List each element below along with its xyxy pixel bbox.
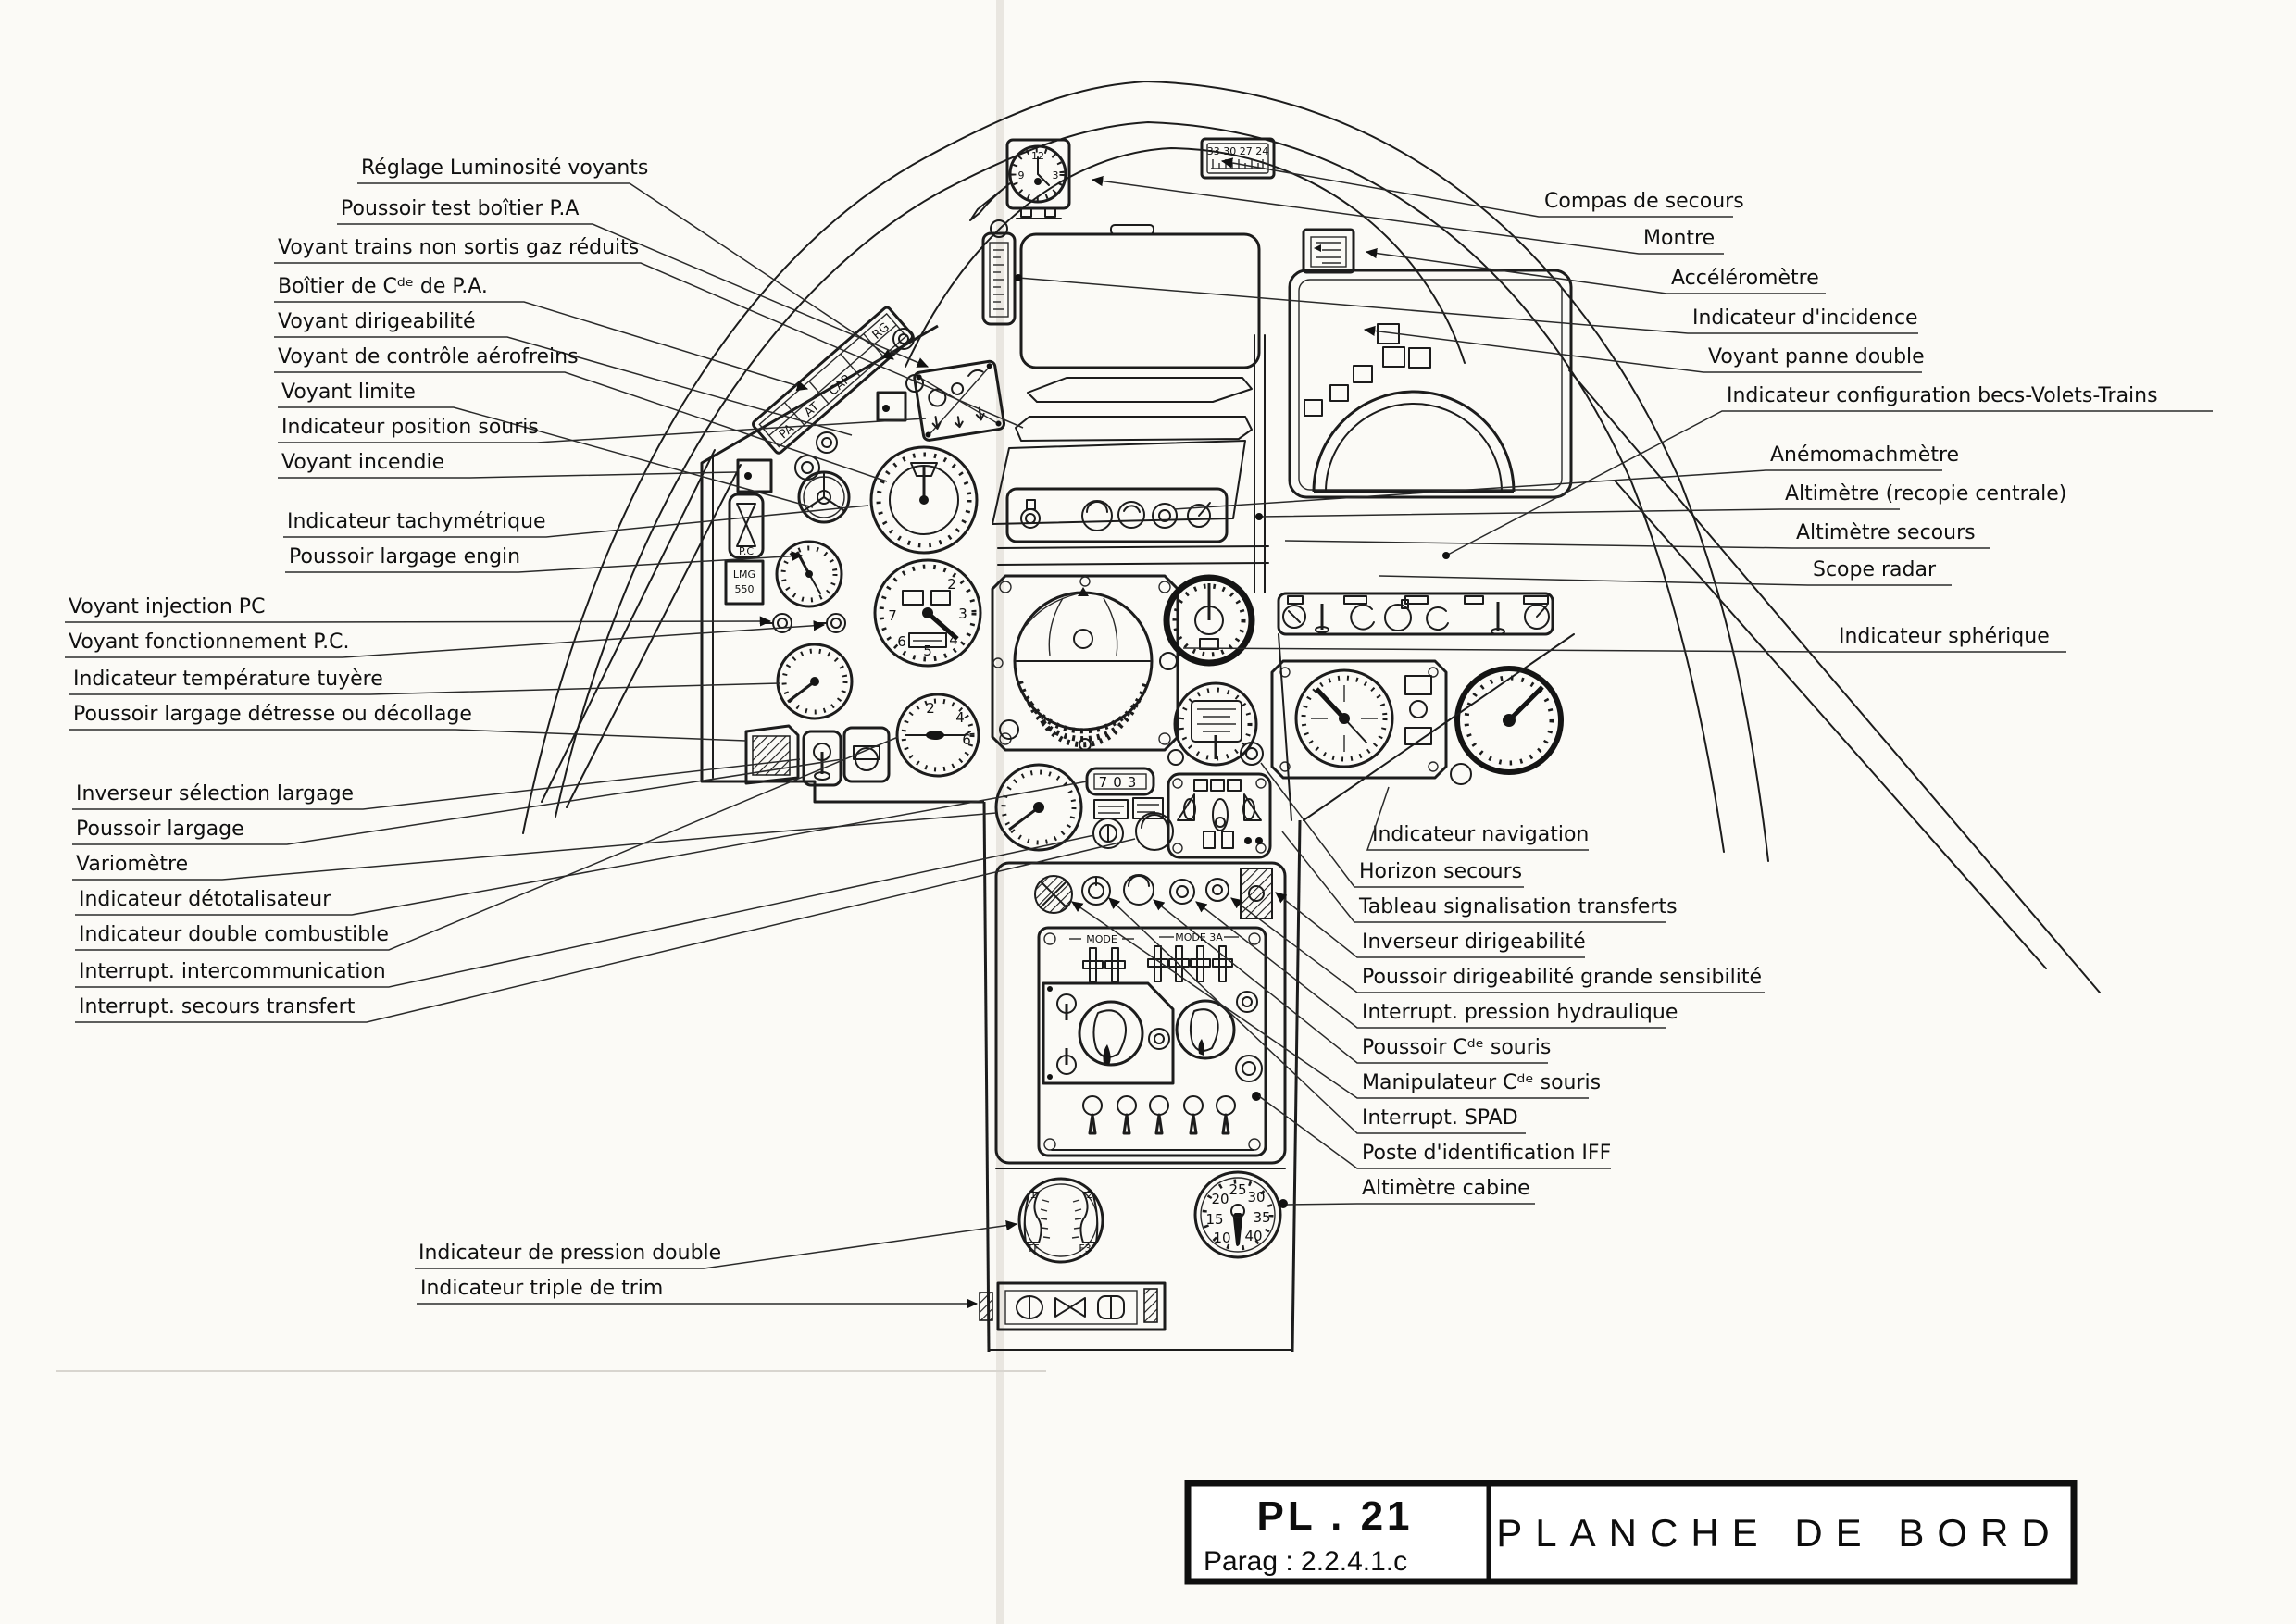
callout-label: Voyant limite — [281, 381, 416, 404]
lmg-line2: 550 — [734, 583, 755, 595]
knob-dome-1 — [1082, 501, 1112, 531]
fuel-6: 6 — [962, 731, 971, 748]
clock-9: 9 — [1017, 169, 1025, 181]
callout-label: Poussoir largage détresse ou décollage — [73, 703, 472, 726]
tach-7: 7 — [888, 607, 897, 624]
tach-4: 4 — [949, 631, 958, 648]
knob-dome-2 — [1153, 504, 1177, 528]
dual-fuel-gauge — [897, 694, 979, 776]
callout-label: Poussoir Cᵈᵉ souris — [1362, 1036, 1552, 1059]
callout-altimetre-recopie — [1255, 482, 2066, 520]
callout-label: Indicateur d'incidence — [1692, 306, 1918, 330]
callout-label: Scope radar — [1813, 558, 1937, 581]
compass-scale: 33 30 27 24 — [1206, 145, 1269, 157]
callout-voyant-fonctionnement-pc — [65, 625, 824, 657]
callout-label: Interrupt. intercommunication — [79, 960, 386, 983]
iff-mode-label: MODE — [1086, 933, 1117, 945]
callout-panne-double — [1365, 330, 1925, 372]
callout-voyant-injection-pc — [65, 595, 770, 622]
clock-3: 3 — [1052, 169, 1059, 181]
accelerometer — [1304, 230, 1354, 272]
callout-label: Indicateur détotalisateur — [79, 888, 331, 911]
cabin-altimeter — [1195, 1172, 1280, 1257]
machmeter — [1160, 578, 1252, 669]
knob-plain — [1118, 502, 1144, 528]
iff-selector-2 — [1177, 1001, 1234, 1058]
callout-indicateur-navigation — [1367, 787, 1589, 850]
small-sector-gauge — [799, 472, 849, 522]
callout-label: Interrupt. SPAD — [1362, 1106, 1518, 1130]
cabin-alt-30: 30 — [1247, 1189, 1266, 1206]
cabin-alt-leader-dot — [1279, 1199, 1288, 1208]
callout-pression-double — [415, 1224, 1017, 1268]
callout-label: Montre — [1643, 227, 1716, 250]
callout-label: Poussoir largage engin — [289, 545, 521, 568]
tach-6: 6 — [897, 633, 906, 650]
callout-voyant-incendie — [278, 451, 736, 478]
callout-largage-detresse — [69, 703, 746, 741]
iff-selector-1 — [1079, 1002, 1142, 1065]
callout-label: Indicateur sphérique — [1839, 625, 2050, 648]
callout-label: Variomètre — [76, 853, 189, 876]
pc-indicator-lights — [765, 614, 845, 632]
dual-pressure-gauge — [1019, 1179, 1103, 1262]
lmg-box — [726, 561, 763, 604]
tach-2: 2 — [947, 576, 956, 593]
tach-5: 5 — [923, 643, 932, 659]
fuel-2: 2 — [926, 700, 935, 717]
callout-indicateur-tachymetrique — [283, 506, 868, 537]
strip-cell-rg: RG — [869, 320, 892, 343]
lmg-line1: LMG — [732, 568, 756, 581]
callout-temperature-tuyere — [69, 668, 780, 694]
tach-3: 3 — [958, 606, 967, 622]
callout-label: Indicateur triple de trim — [420, 1277, 664, 1300]
pressure-tf: TF — [1027, 1243, 1040, 1255]
clock-montre — [970, 140, 1069, 220]
callout-label: Altimètre (recopie centrale) — [1785, 482, 2067, 506]
callout-altimetre-secours — [1285, 521, 1990, 548]
callout-inverseur-selection-largage — [72, 759, 800, 809]
callout-label: Interrupt. secours transfert — [79, 995, 356, 1018]
callout-triple-trim — [417, 1277, 977, 1304]
callout-label: Indicateur position souris — [281, 416, 539, 439]
callout-altimetre-cabine — [1287, 1177, 1535, 1205]
intercom-switches — [1093, 798, 1173, 850]
fuel-counter-dial — [875, 560, 980, 666]
callout-label: Indicateur configuration becs-Volets-Trains — [1727, 384, 2158, 407]
callout-label: Voyant de contrôle aérofreins — [278, 345, 579, 369]
clock-12: 12 — [1031, 150, 1044, 162]
callout-label: Altimètre cabine — [1362, 1177, 1530, 1200]
drawing-title: PLANCHE DE BORD — [1496, 1511, 2063, 1555]
callout-label: Indicateur de pression double — [418, 1242, 722, 1265]
pa-warning-strip — [752, 306, 914, 454]
pressure-f3: F3 — [1079, 1243, 1092, 1255]
counter-value: 703 — [1098, 774, 1142, 791]
paragraph-ref: Parag : 2.2.4.1.c — [1204, 1546, 1408, 1577]
transfer-signal-panel — [1168, 774, 1270, 857]
strip-cell-pa: PA — [776, 421, 797, 443]
cabin-alt-10: 10 — [1213, 1230, 1231, 1246]
callout-label: Voyant injection PC — [69, 595, 266, 618]
callout-label: Poste d'identification IFF — [1362, 1142, 1612, 1165]
callout-label: Boîtier de Cᵈᵉ de P.A. — [278, 275, 488, 298]
callout-label: Compas de secours — [1544, 190, 1744, 213]
callout-label: Indicateur tachymétrique — [287, 510, 546, 533]
callout-label: Poussoir largage — [76, 818, 244, 841]
cabin-alt-25: 25 — [1229, 1181, 1247, 1198]
pressure-2: 2 — [1086, 1189, 1093, 1201]
iff-bottom-toggles — [1083, 1096, 1235, 1133]
knob-lever — [1188, 503, 1210, 527]
callout-label: Indicateur navigation — [1372, 823, 1590, 846]
callout-label: Anémomachmètre — [1770, 443, 1960, 467]
iff-top-toggles — [1083, 946, 1232, 981]
totalizer-counter — [1087, 768, 1154, 794]
cabin-alt-35: 35 — [1253, 1209, 1271, 1226]
jettison-panels — [746, 726, 889, 785]
callout-label: Altimètre secours — [1796, 521, 1976, 544]
variometer — [996, 765, 1081, 850]
plate-number: PL . 21 — [1256, 1493, 1414, 1539]
callout-label: Indicateur double combustible — [79, 923, 389, 946]
callout-label: Tableau signalisation transferts — [1359, 895, 1678, 918]
callout-poussoir-largage-engin — [285, 545, 802, 572]
callout-label: Poussoir dirigeabilité grande sensibilité — [1362, 966, 1762, 989]
nav-secondary-gauge — [1451, 668, 1561, 784]
cabin-alt-20: 20 — [1211, 1191, 1229, 1207]
nozzle-temp-gauge — [778, 644, 852, 718]
tachymeter-dial — [871, 447, 977, 553]
callout-label: Accéléromètre — [1671, 267, 1819, 290]
callout-intercommunication — [75, 835, 1094, 987]
strip-cell-at: AT — [802, 399, 822, 420]
standby-horizon — [1168, 683, 1263, 765]
callout-label: Manipulateur Cᵈᵉ souris — [1362, 1071, 1602, 1094]
callout-label: Voyant panne double — [1708, 345, 1925, 369]
hour-counter-dial — [777, 542, 842, 606]
standby-compass — [1202, 139, 1274, 178]
strip-cell-cap: CAP — [826, 372, 854, 399]
glareshield-slats — [992, 378, 1252, 524]
pc-light-label: P.C — [738, 545, 755, 557]
radio-box — [1021, 225, 1259, 368]
callout-label: Voyant trains non sortis gaz réduits — [278, 236, 640, 259]
cabin-alt-40: 40 — [1244, 1228, 1263, 1244]
center-knob-row — [998, 335, 1268, 593]
sphere-indicator — [992, 576, 1178, 750]
navigation-indicator — [1272, 661, 1446, 778]
console-knob-row — [1035, 868, 1272, 918]
callout-label: Réglage Luminosité voyants — [361, 156, 649, 180]
callout-label: Inverseur dirigeabilité — [1362, 931, 1586, 954]
fuel-4: 4 — [955, 709, 965, 726]
labels-right — [1015, 161, 2213, 1205]
callout-label: Poussoir test boîtier P.A — [341, 197, 580, 220]
pressure-1: 1 — [1029, 1189, 1037, 1201]
labels-left — [65, 156, 1135, 1304]
callout-pression-hydraulique — [1196, 902, 1678, 1028]
cabin-alt-15: 15 — [1205, 1211, 1224, 1228]
callout-label: Interrupt. pression hydraulique — [1362, 1001, 1678, 1024]
gear-warning-light — [878, 393, 905, 420]
callout-label: Indicateur température tuyère — [73, 668, 383, 691]
callout-label: Voyant incendie — [281, 451, 445, 474]
callout-label: Voyant fonctionnement P.C. — [69, 631, 350, 654]
callout-label: Voyant dirigeabilité — [278, 310, 476, 333]
callout-label: Inverseur sélection largage — [76, 782, 355, 806]
callout-accelerometre — [1366, 252, 1826, 294]
callout-label: Horizon secours — [1359, 860, 1523, 883]
iff-mode3a-label: MODE 3A — [1175, 931, 1223, 943]
title-block — [1188, 1483, 2074, 1581]
trim-indicator — [980, 1283, 1165, 1330]
